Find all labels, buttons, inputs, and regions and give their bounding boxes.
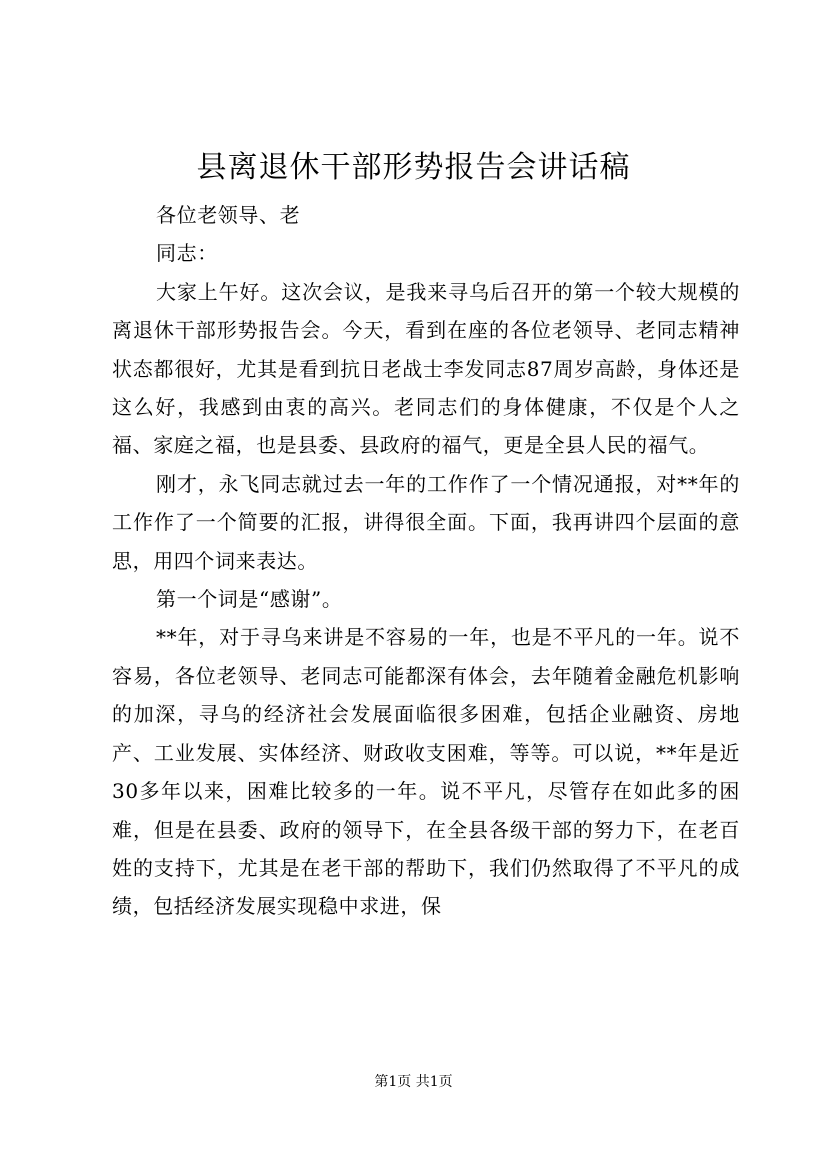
salutation-line-1: 各位老领导、老 [156,203,301,227]
paragraph-year-review: **年，对于寻乌来讲是不容易的一年，也是不平凡的一年。说不容易，各位老领导、老同志可能都深有体会，去年随着金融危机影响的加深，寻乌的经济社会发展面临很多困难，包括企业融资、房地产、工业发展、实体经济、财政收支困难，等等。可以说，**年是近30多年以来，困难比较多的一年。说不平凡，尽管存在如此多的困难，但是在县委、政府的领导下，在全县各级干部的努力下，在老百姓的支持下，尤其是在老干部的帮助下，我们仍然取得了不平凡的成绩，包括经济发展实现稳中求进，保 [112,625,740,919]
document-title: 县离退休干部形势报告会讲话稿 [196,150,631,185]
page-number-footer: 第1页 共1页 [374,1074,453,1090]
document-body [112,196,740,926]
section-heading-thanks: 第一个词是“感谢”。 [156,587,343,612]
salutation-line-2: 同志： [156,241,218,266]
paragraph-report-intro: 刚才，永飞同志就过去一年的工作作了一个情况通报，对**年的工作作了一个简要的汇报，讲得很全面。下面，我再讲四个层面的意思，用四个词来表达。 [112,471,740,573]
paragraph-greeting: 大家上午好。这次会议，是我来寻乌后召开的第一个较大规模的离退休干部形势报告会。今天，看到在座的各位老领导、老同志精神状态都很好，尤其是看到抗日老战士李发同志87周岁高龄，身体还是这么好，我感到由衷的高兴。老同志们的身体健康，不仅是个人之福、家庭之福，也是县委、县政府的福气，更是全县人民的福气。 [112,279,740,458]
